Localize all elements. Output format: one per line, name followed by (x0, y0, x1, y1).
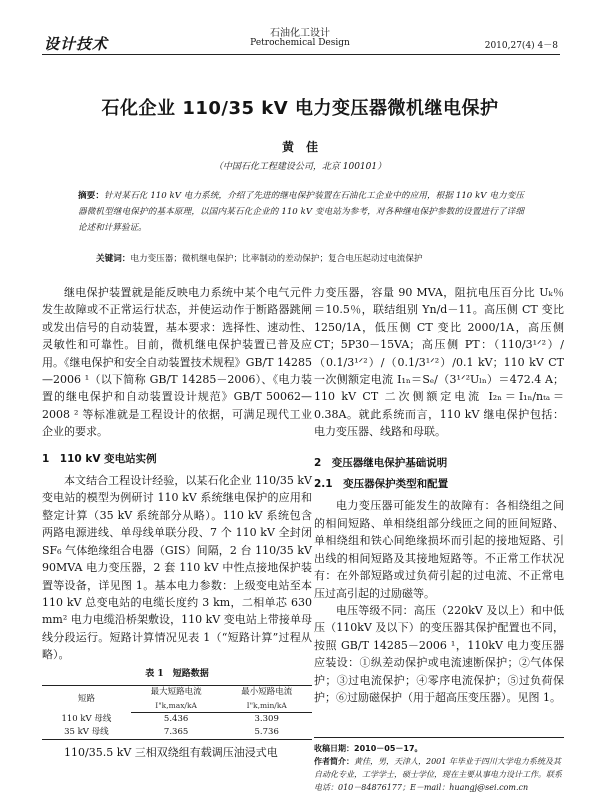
header-rule (42, 54, 560, 55)
author-name: 黄 佳 (281, 140, 318, 154)
table-caption: 表 1 短路数据 (145, 668, 209, 679)
footnote-rule (314, 737, 564, 738)
received-date: 收稿日期：2010－05－17。 (314, 744, 423, 753)
table-row (42, 712, 312, 726)
section-1-heading: 1 110 kV 变电站实例 (42, 452, 157, 465)
table-cell: 35 kV 母线 (42, 726, 131, 740)
left-column (42, 284, 312, 761)
header-issue: 2010,27(4) 4－8 (484, 41, 558, 51)
table-header-max-unit: I"k,max/kA (131, 699, 222, 713)
keywords-text: 电力变压器；微机继电保护；比率制动的差动保护；复合电压起动过电流保护 (130, 254, 423, 264)
right-column (314, 284, 564, 706)
faults-paragraph: 电力变压器可能发生的故障有：各相绕组之间的相间短路、单相绕组部分线匝之间的匝间短路、单相绕组和铁心间绝缘损坏而引起的接地短路、引出线的相间短路及其接地短路等。不正常工作状况有：在外部短路或过负荷引起的过电流、不正常电压过高引起的过励磁等。 (314, 499, 564, 600)
table-cell: 7.365 (131, 726, 222, 740)
table-cell: 110 kV 母线 (61, 713, 112, 724)
abstract-text: 针对某石化 110 kV 电力系统，介绍了先进的继电保护装置在石油化工企业中的应用，根据 110 kV 电力变压器微机型继电保护的基本原理，以国内某石化企业的 110 kV 变电站为参考，对各种继电保护参数的设置进行了详细论述和计算验证。 (78, 191, 524, 233)
table-header-location: 短路 (42, 685, 131, 712)
short-circuit-table (42, 685, 312, 740)
paper-title: 石化企业 110/35 kV 电力变压器微机继电保护 (101, 98, 499, 119)
footnote (314, 742, 564, 798)
author-bio (314, 755, 564, 794)
table-cell: 5.736 (221, 726, 312, 740)
table-row (42, 726, 312, 740)
abstract-label: 摘要： (78, 191, 105, 201)
keywords (96, 253, 526, 265)
section-2-1-heading: 2.1 变压器保护类型和配置 (314, 478, 449, 491)
protection-config-paragraph: 电压等级不同：高压（220kV 及以上）和中低压（110kV 及以下）的变压器其保护配置也不同，按照 GB/T 14285－2006 ¹，110kV 电力变压器应装设：①纵差动保护或电流速断保护；②气体保护；③过电流保护；④零序电流保护；⑤过负荷保护；⑥过励磁保护（用于超高压变压器）。见图 1。 (314, 603, 564, 704)
author-bio-label: 作者简介： (314, 757, 354, 766)
header-section-label: 设计技术 (44, 35, 109, 53)
section-2-heading: 2 变压器继电保护基础说明 (314, 456, 448, 469)
header-journal-cn: 石油化工设计 (270, 28, 330, 39)
abstract (78, 188, 524, 236)
header-journal-en: Petrochemical Design (250, 38, 350, 48)
table-cell: 3.309 (254, 713, 279, 724)
keywords-label: 关键词： (96, 254, 131, 264)
table-header-min: 最小短路电流 (221, 685, 312, 699)
table-cell: 5.436 (163, 713, 189, 724)
intro-paragraph: 继电保护装置就是能反映电力系统中某个电气元件发生故障或不正常运行状态，并使运动作于断路器跳闸或发出信号的自动装置，基本要求：选择性、速动性、灵敏性和可靠性。目前，微机继电保护装置已普及应用。《继电保护和安全自动装置技术规程》GB/T 14285—2006 ¹（以下简称 GB/T 14285－2006）、《电力装置的继电保护和自动装置设计规范》GB/T 50062—2008 ² 等标准就是工程设计的依据，可满足现代工业企业的要求。 (42, 286, 312, 439)
table-header-max: 最大短路电流 (131, 685, 222, 699)
transformer-params-paragraph: 力变压器，容量 90 MVA，阻抗电压百分比 Uₖ％＝10.5％，联结组别 Yn/d－11。高压侧 CT 变比1250/1A，低压侧 CT 变比 2000/1A，高压侧 CT；5P30－15VA；高压侧 PT：（110/3¹ᐟ²）/（0.1/3¹ᐟ²）/（0.1/3¹ᐟ²）/0.1 kV；110 kV CT 一次侧额定电流 I₁ₙ＝Sₑ/（3¹ᐟ²Uₗₙ）＝472.4 A；110 kV CT 二次侧额定电流 I₂ₙ＝I₁ₙ/nₜₐ＝0.38A。就此系统而言，110 kV 继电保护包括：电力变压器、线路和母联。 (314, 286, 564, 439)
author-affiliation: （中国石化工程建设公司，北京 100101） (213, 162, 387, 172)
section-1-paragraph: 本文结合工程设计经验，以某石化企业 110/35 kV 变电站的模型为例研讨 110 kV 系统继电保护的应用和整定计算（35 kV 系统部分从略）。110 kV 系统包含两路电源进线、单母线单联分段、7 个 110 kV 全封闭 SF₆ 气体绝缘组合电器（GIS）间隔，2 台 110/35 kV 90MVA 电力变压器，2 套 110 kV 中性点接地保护装置等设备，详见图 1。基本电力参数：上级变电站至本 110 kV 总变电站的电缆长度约 3 km，二相单芯 630 mm² 电力电缆沿桥架敷设，110 kV 变电站上带接单母线分段运行。短路计算情况见表 1（“短路计算”过程从略）。 (42, 474, 312, 662)
author-bio-text: 黄佳，男，天津人，2001 年毕业于四川大学电力系统及其自动化专业，工学学士，硕士学位，现在主要从事电力设计工作。联系电话：010－84876177；E－mail：huangj@sei.com.cn (314, 757, 562, 792)
transformer-paragraph-start: 110/35.5 kV 三相双绕组有载调压油浸式电 (64, 745, 278, 759)
table-header-min-unit: I"k,min/kA (221, 699, 312, 713)
